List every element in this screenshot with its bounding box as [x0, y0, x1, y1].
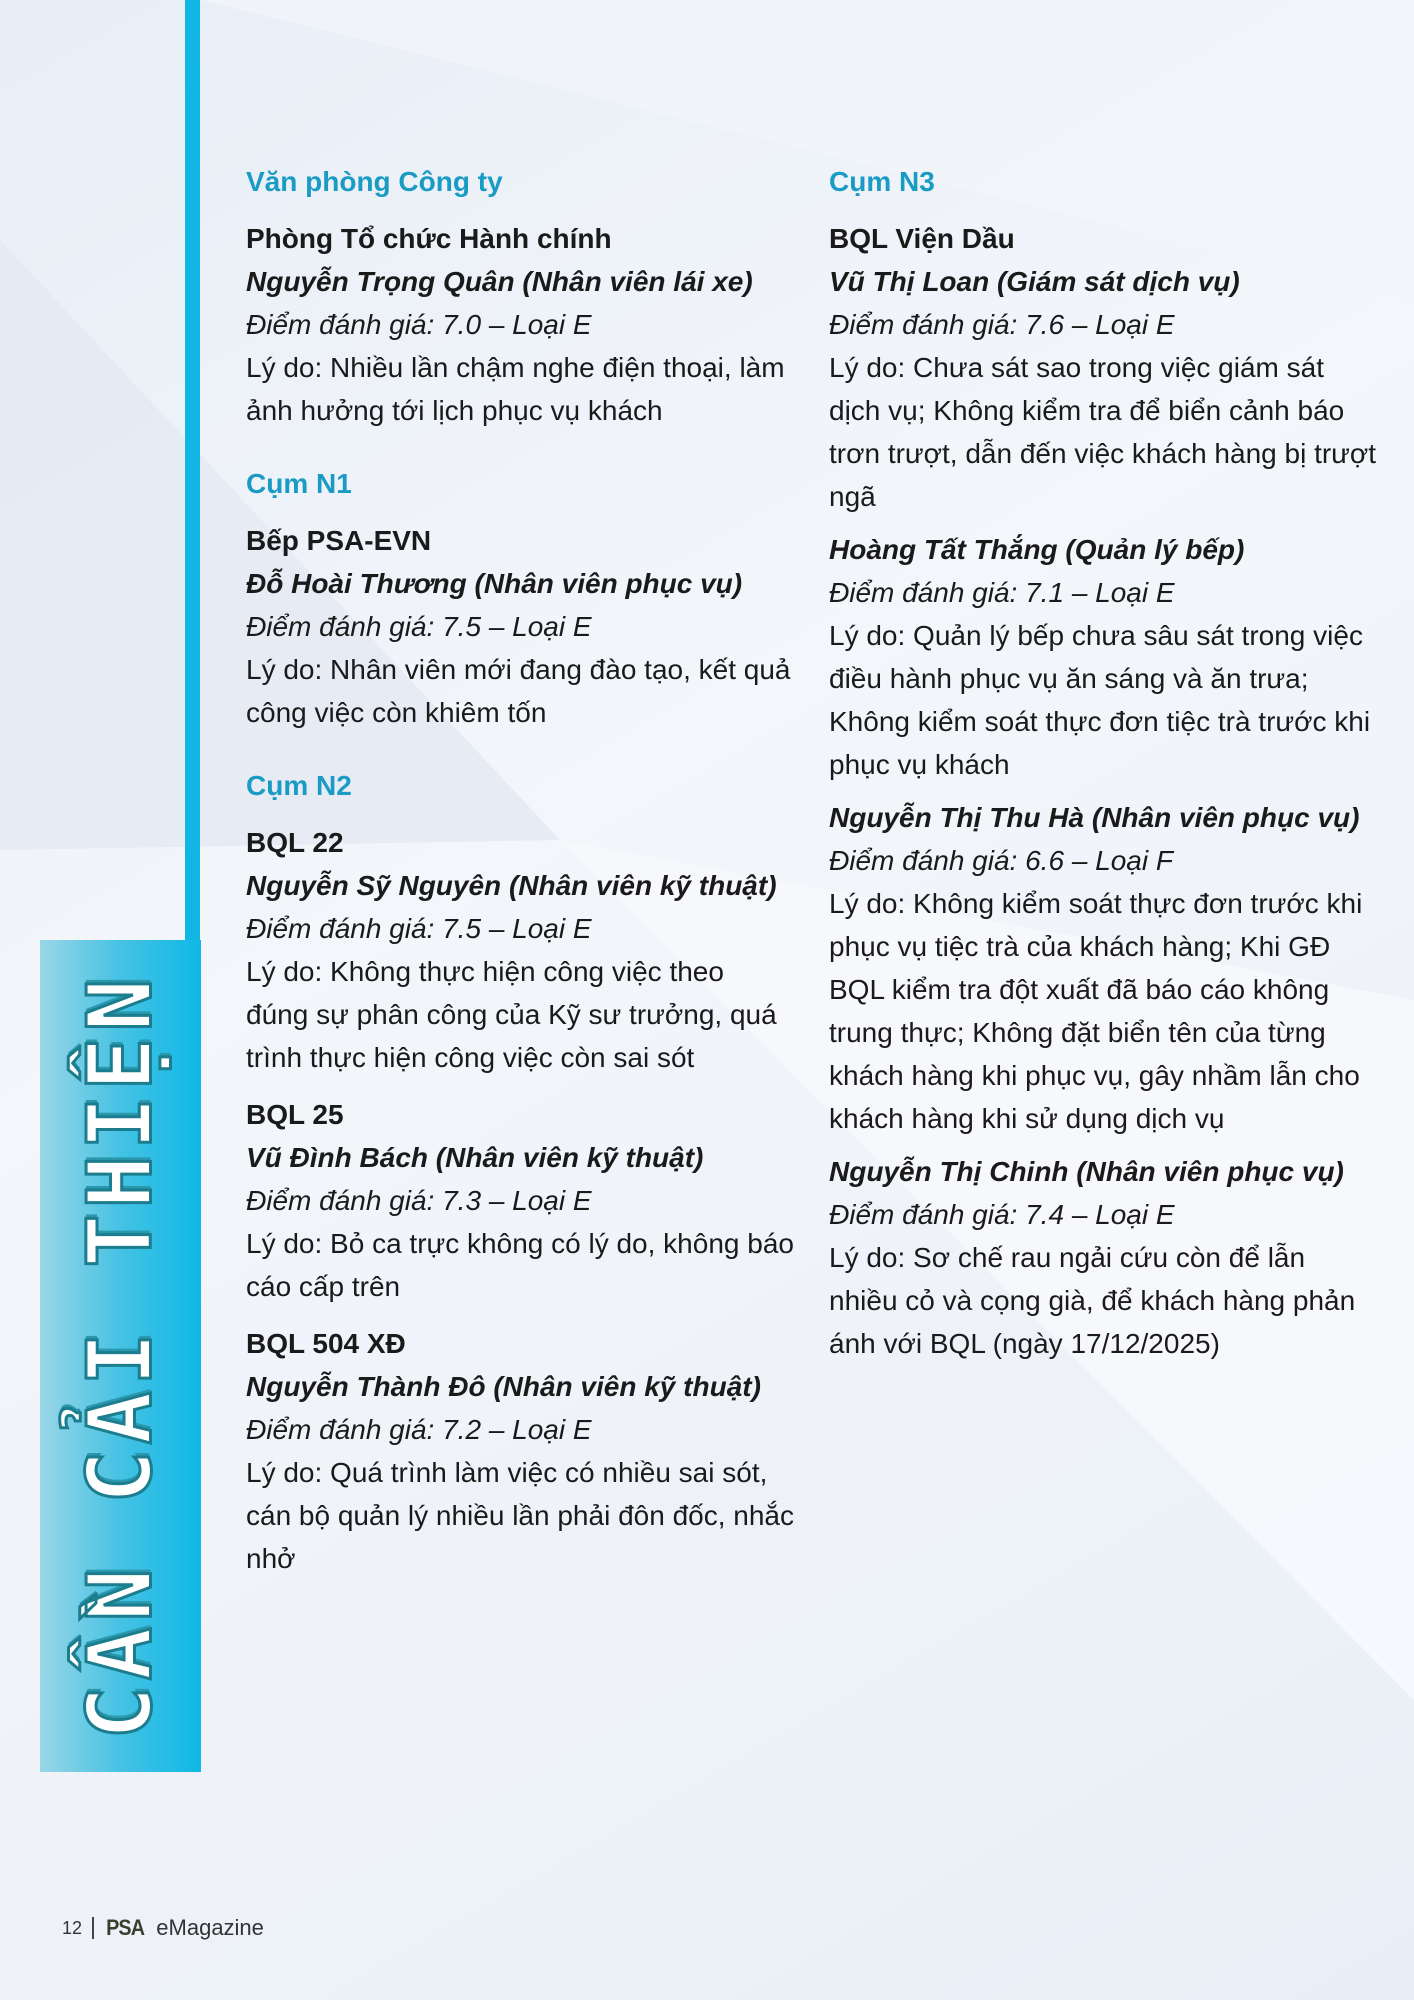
entry-score: Điểm đánh giá: 7.4 – Loại E — [829, 1199, 1175, 1230]
page-footer — [62, 1915, 264, 1941]
entry-score: Điểm đánh giá: 7.5 – Loại E — [246, 611, 592, 642]
right-column — [829, 160, 1377, 1365]
entry-reason: Lý do: Bỏ ca trực không có lý do, không báo cáo cấp trên — [246, 1228, 794, 1302]
entry-person: Vũ Đình Bách (Nhân viên kỹ thuật) — [246, 1142, 704, 1173]
accent-vertical-bar — [185, 0, 200, 940]
page-number: 12 — [62, 1917, 83, 1938]
entry-person: Nguyễn Thành Đô (Nhân viên kỹ thuật) — [246, 1371, 761, 1402]
entry-person: Nguyễn Sỹ Nguyên (Nhân viên kỹ thuật) — [246, 870, 777, 901]
entry-heading: Cụm N3 — [829, 166, 935, 197]
entry-person: Vũ Thị Loan (Giám sát dịch vụ) — [829, 266, 1240, 297]
entry-score: Điểm đánh giá: 7.0 – Loại E — [246, 309, 592, 340]
entry-score: Điểm đánh giá: 7.6 – Loại E — [829, 309, 1175, 340]
entry-score: Điểm đánh giá: 6.6 – Loại F — [829, 845, 1173, 876]
entry-reason: Lý do: Nhân viên mới đang đào tạo, kết quả công việc còn khiêm tốn — [246, 654, 791, 728]
entry-person: Đỗ Hoài Thương (Nhân viên phục vụ) — [246, 568, 743, 599]
entry-reason: Lý do: Không kiểm soát thực đơn trước khi phục vụ tiệc trà của khách hàng; Khi GĐ BQL kiểm tra đột xuất đã báo cáo không trung thực; Không đặt biển tên của từng khách hàng khi phục vụ, gây nhầm lẫn cho khách hàng khi sử dụng dịch vụ — [829, 888, 1363, 1134]
left-column — [246, 160, 794, 1580]
entry-heading: Cụm N1 — [246, 468, 352, 499]
entry-unit: BQL 25 — [246, 1099, 344, 1130]
banner-title: CẦN CẢI THIỆN — [68, 972, 172, 1740]
entry-reason: Lý do: Nhiều lần chậm nghe điện thoại, làm ảnh hưởng tới lịch phục vụ khách — [246, 352, 785, 426]
entry-unit: Phòng Tổ chức Hành chính — [246, 223, 612, 254]
psa-logo: PSA — [106, 1915, 145, 1940]
entry-unit: Bếp PSA-EVN — [246, 525, 432, 556]
entry-person: Nguyễn Thị Chinh (Nhân viên phục vụ) — [829, 1156, 1344, 1187]
entry-person: Hoàng Tất Thắng (Quản lý bếp) — [829, 534, 1245, 565]
entry-unit: BQL 504 XĐ — [246, 1328, 406, 1359]
entry-reason: Lý do: Quá trình làm việc có nhiều sai sót, cán bộ quản lý nhiều lần phải đôn đốc, nhắc nhở — [246, 1457, 794, 1574]
entry-person: Nguyễn Thị Thu Hà (Nhân viên phục vụ) — [829, 802, 1360, 833]
entry-reason: Lý do: Chưa sát sao trong việc giám sát dịch vụ; Không kiểm tra để biển cảnh báo trơn trượt, dẫn đến việc khách hàng bị trượt ngã — [829, 352, 1377, 512]
entry-reason: Lý do: Sơ chế rau ngải cứu còn để lẫn nhiều cỏ và cọng già, để khách hàng phản ánh với BQL (ngày 17/12/2025) — [829, 1242, 1356, 1359]
entry-score: Điểm đánh giá: 7.2 – Loại E — [246, 1414, 592, 1445]
entry-unit: BQL 22 — [246, 827, 344, 858]
entry-heading: Cụm N2 — [246, 770, 352, 801]
magazine-name: eMagazine — [156, 1915, 264, 1940]
footer-divider — [92, 1917, 94, 1939]
entry-score: Điểm đánh giá: 7.3 – Loại E — [246, 1185, 592, 1216]
entry-heading: Văn phòng Công ty — [246, 166, 503, 197]
entry-reason: Lý do: Không thực hiện công việc theo đúng sự phân công của Kỹ sư trưởng, quá trình thực hiện công việc còn sai sót — [246, 956, 777, 1073]
entry-score: Điểm đánh giá: 7.5 – Loại E — [246, 913, 592, 944]
entry-score: Điểm đánh giá: 7.1 – Loại E — [829, 577, 1175, 608]
entry-unit: BQL Viện Dầu — [829, 223, 1015, 254]
entry-person: Nguyễn Trọng Quân (Nhân viên lái xe) — [246, 266, 753, 297]
entry-reason: Lý do: Quản lý bếp chưa sâu sát trong việc điều hành phục vụ ăn sáng và ăn trưa; Không kiểm soát thực đơn tiệc trà trước khi phục vụ khách — [829, 620, 1371, 780]
